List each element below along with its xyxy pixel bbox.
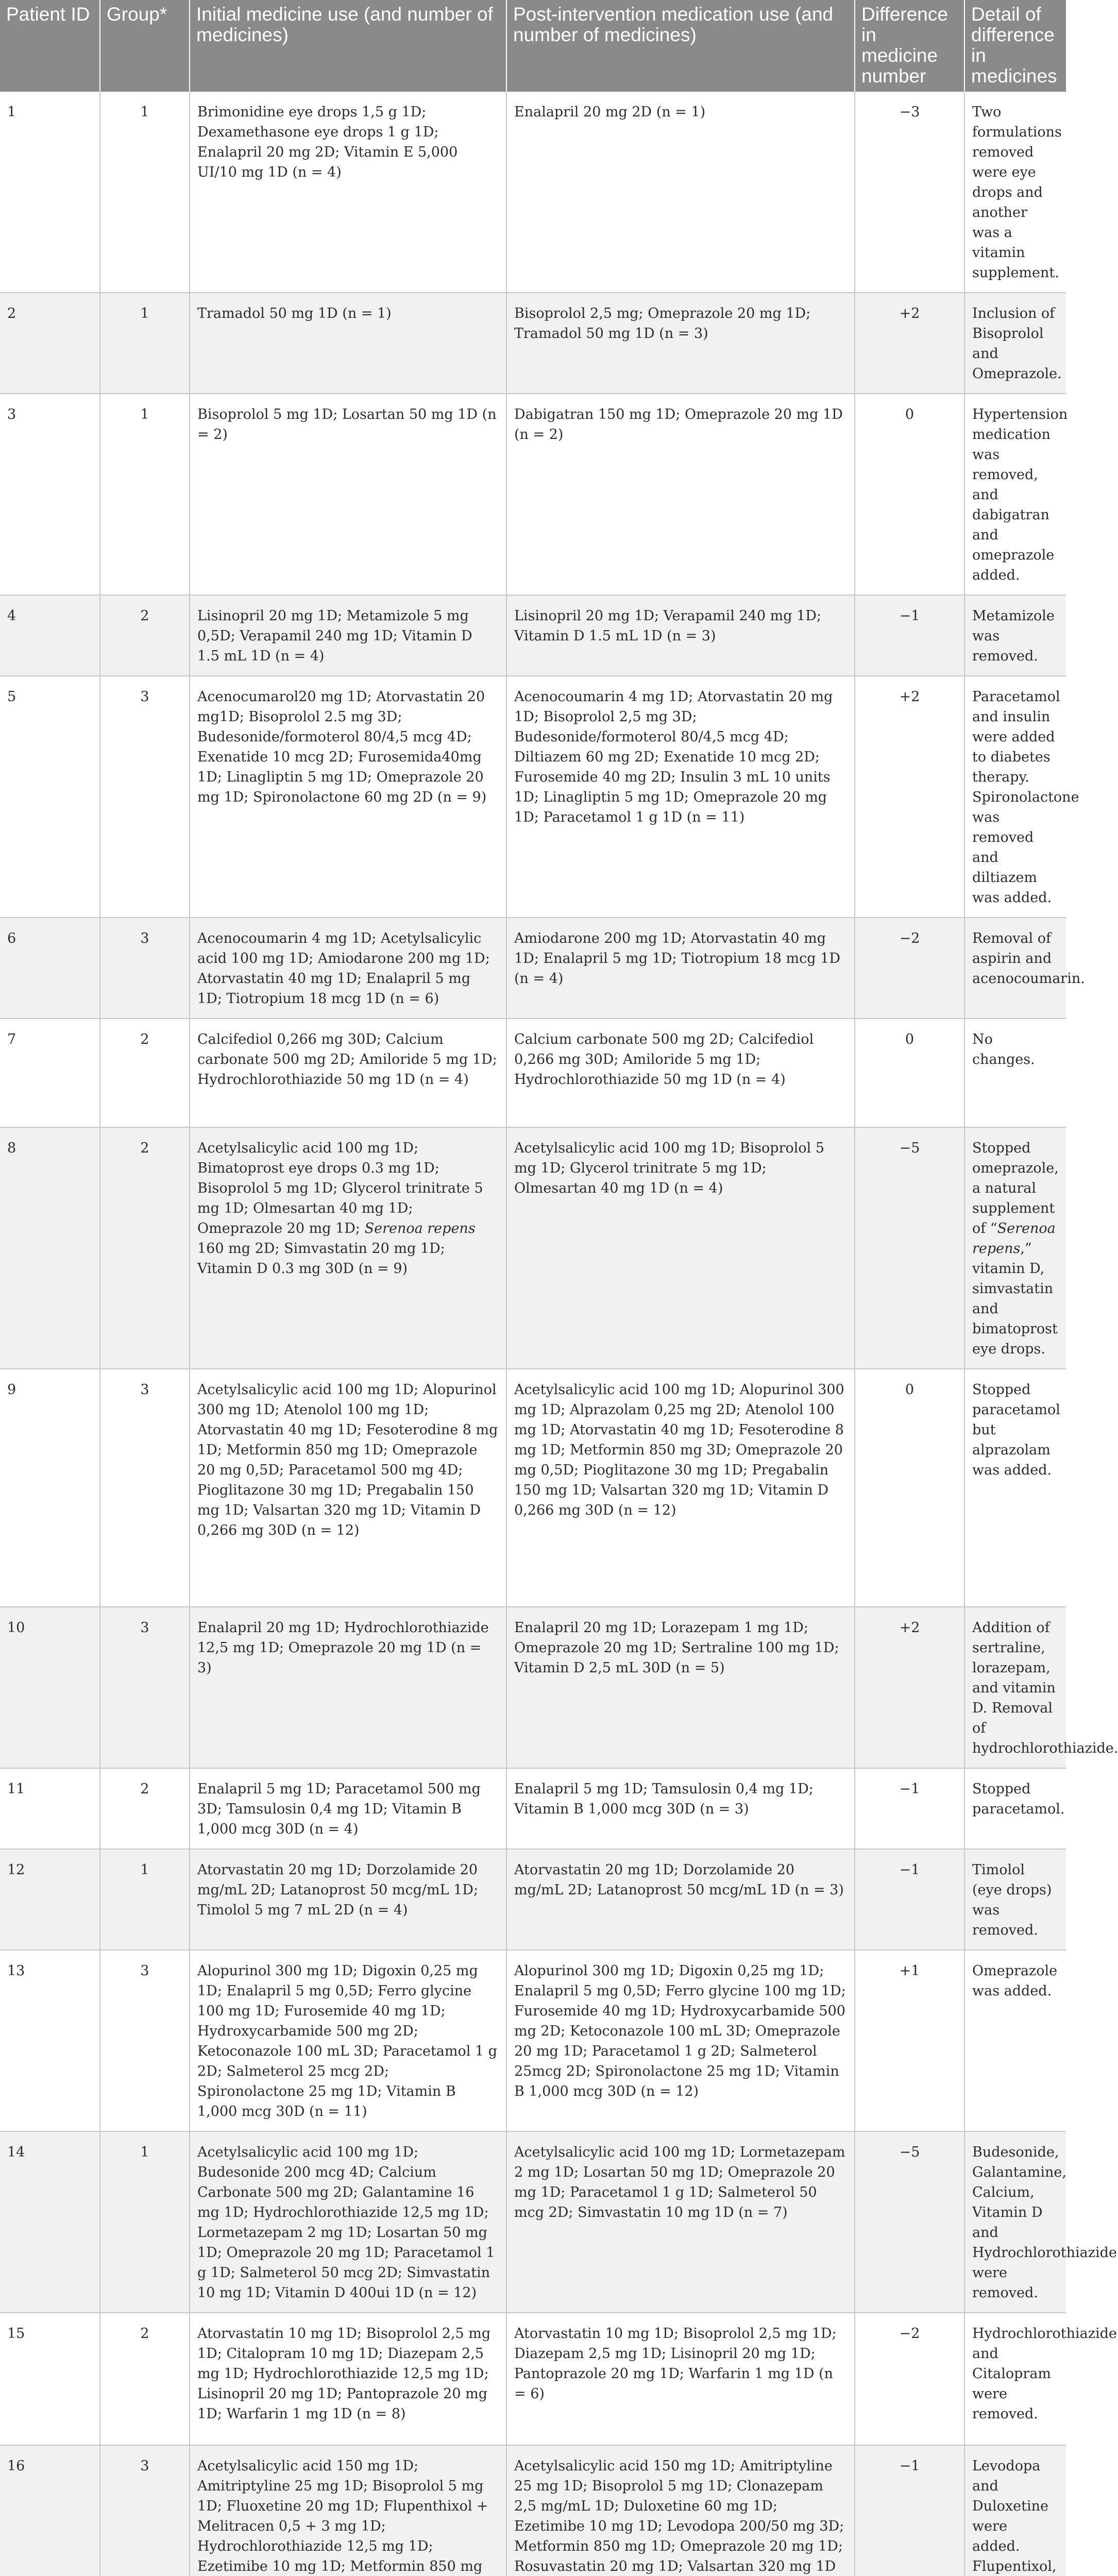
detail-cell: Timolol (eye drops) was removed.	[964, 1849, 1066, 1950]
group-cell: 2	[100, 2313, 190, 2445]
group-cell: 3	[100, 1369, 190, 1607]
group-cell: 1	[100, 394, 190, 595]
header-group: Group*	[100, 0, 190, 92]
group-cell: 1	[100, 92, 190, 293]
difference-cell: 0	[855, 1019, 964, 1127]
difference-cell: −3	[855, 92, 964, 293]
initial-medicine-cell-text-end: 160 mg 2D; Simvastatin 20 mg 1D; Vitamin D 0.3 mg 30D (n = 9)	[197, 1241, 445, 1277]
table-header	[0, 0, 1066, 92]
table-row	[0, 1849, 1066, 1950]
post-intervention-cell: Acetylsalicylic acid 100 mg 1D; Bisoprolol 5 mg 1D; Glycerol trinitrate 5 mg 1D; Olmesartan 40 mg 1D (n = 4)	[506, 1127, 855, 1369]
table-row	[0, 293, 1066, 394]
initial-medicine-cell: Lisinopril 20 mg 1D; Metamizole 5 mg 0,5D; Verapamil 240 mg 1D; Vitamin D 1.5 mL 1D (n = 4)	[190, 595, 506, 676]
patient-id-cell: 1	[0, 92, 100, 293]
initial-medicine-cell: Alopurinol 300 mg 1D; Digoxin 0,25 mg 1D; Enalapril 5 mg 0,5D; Ferro glycine 100 mg 1D; Furosemide 40 mg 1D; Hydroxycarbamide 500 mg 2D; Ketoconazole 100 mL 3D; Paracetamol 1 g 2D; Salmeterol 25 mcg 2D; Spironolactone 25 mg 1D; Vitamin B 1,000 mcg 30D (n = 11)	[190, 1950, 506, 2131]
initial-medicine-cell: Enalapril 20 mg 1D; Hydrochlorothiazide 12,5 mg 1D; Omeprazole 20 mg 1D (n = 3)	[190, 1607, 506, 1768]
patient-id-cell: 15	[0, 2313, 100, 2445]
group-cell: 1	[100, 1849, 190, 1950]
initial-medicine-cell: Acenocoumarin 4 mg 1D; Acetylsalicylic acid 100 mg 1D; Amiodarone 200 mg 1D; Atorvastatin 40 mg 1D; Enalapril 5 mg 1D; Tiotropium 18 mcg 1D (n = 6)	[190, 918, 506, 1019]
table-row	[0, 595, 1066, 676]
difference-cell: 0	[855, 394, 964, 595]
detail-cell: Addition of sertraline, lorazepam, and vitamin D. Removal of hydrochlorothiazide.	[964, 1607, 1066, 1768]
group-cell: 3	[100, 2445, 190, 2576]
difference-cell: −1	[855, 1768, 964, 1849]
post-intervention-cell: Acetylsalicylic acid 100 mg 1D; Alopurinol 300 mg 1D; Alprazolam 0,25 mg 2D; Atenolol 100 mg 1D; Atorvastatin 40 mg 1D; Fesoterodine 8 mg 1D; Metformin 850 mg 3D; Omeprazole 20 mg 0,5D; Pioglitazone 30 mg 1D; Pregabalin 150 mg 1D; Valsartan 320 mg 1D; Vitamin D 0,266 mg 30D (n = 12)	[506, 1369, 855, 1607]
difference-cell: −1	[855, 2445, 964, 2576]
table-body	[0, 92, 1118, 2576]
post-intervention-cell: Alopurinol 300 mg 1D; Digoxin 0,25 mg 1D; Enalapril 5 mg 0,5D; Ferro glycine 100 mg 1D; Furosemide 40 mg 1D; Hydroxycarbamide 500 mg 2D; Ketoconazole 100 mL 3D; Omeprazole 20 mg 1D; Paracetamol 1 g 2D; Salmeterol 25mcg 2D; Spironolactone 25 mg 1D; Vitamin B 1,000 mcg 30D (n = 12)	[506, 1950, 855, 2131]
group-cell: 2	[100, 1019, 190, 1127]
detail-cell: Hydrochlorothiazide and Citalopram were removed.	[964, 2313, 1066, 2445]
group-cell: 3	[100, 1950, 190, 2131]
difference-cell: +2	[855, 293, 964, 394]
table-row	[0, 1768, 1066, 1849]
detail-cell-text-end: ,” vitamin D, simvastatin and bimatoprost eye drops.	[972, 1241, 1058, 1357]
patient-id-cell: 9	[0, 1369, 100, 1607]
detail-cell	[964, 1127, 1066, 1369]
initial-medicine-cell: Tramadol 50 mg 1D (n = 1)	[190, 293, 506, 394]
initial-medicine-cell: Atorvastatin 10 mg 1D; Bisoprolol 2,5 mg 1D; Citalopram 10 mg 1D; Diazepam 2,5 mg 1D; Hydrochlorothiazide 12,5 mg 1D; Lisinopril 20 mg 1D; Pantoprazole 20 mg 1D; Warfarin 1 mg 1D (n = 8)	[190, 2313, 506, 2445]
post-intervention-cell: Acetylsalicylic acid 150 mg 1D; Amitriptyline 25 mg 1D; Bisoprolol 5 mg 1D; Clonazepam 2,5 mg/mL 1D; Duloxetine 60 mg 1D; Ezetimibe 10 mg 1D; Levodopa 200/50 mg 3D; Metformin 850 mg 1D; Omeprazole 20 mg 1D; Rosuvastatin 20 mg 1D; Valsartan 320 mg 1D	[506, 2445, 855, 2576]
group-cell: 1	[100, 2131, 190, 2313]
group-cell: 3	[100, 918, 190, 1019]
detail-cell: Levodopa and Duloxetine were added. Flupentixol,	[964, 2445, 1066, 2576]
table-row	[0, 2445, 1066, 2576]
detail-cell-text: Stopped omeprazole, a natural supplement of “	[972, 1140, 1059, 1236]
initial-medicine-cell: Enalapril 5 mg 1D; Paracetamol 500 mg 3D; Tamsulosin 0,4 mg 1D; Vitamin B 1,000 mcg 30D (n = 4)	[190, 1768, 506, 1849]
detail-cell: Hypertension medication was removed, and dabigatran and omeprazole added.	[964, 394, 1066, 595]
difference-cell: +2	[855, 676, 964, 918]
detail-cell: Omeprazole was added.	[964, 1950, 1066, 2131]
post-intervention-cell: Acenocoumarin 4 mg 1D; Atorvastatin 20 mg 1D; Bisoprolol 2,5 mg 3D; Budesonide/formoterol 80/4,5 mcg 4D; Diltiazem 60 mg 2D; Exenatide 10 mcg 2D; Furosemide 40 mg 2D; Insulin 3 mL 10 units 1D; Linagliptin 5 mg 1D; Omeprazole 20 mg 1D; Paracetamol 1 g 1D (n = 11)	[506, 676, 855, 918]
table-row	[0, 92, 1066, 293]
table-row	[0, 1019, 1066, 1127]
patient-id-cell: 2	[0, 293, 100, 394]
post-intervention-cell: Enalapril 5 mg 1D; Tamsulosin 0,4 mg 1D; Vitamin B 1,000 mcg 30D (n = 3)	[506, 1768, 855, 1849]
group-cell: 2	[100, 1768, 190, 1849]
patient-id-cell: 12	[0, 1849, 100, 1950]
initial-medicine-cell: Bisoprolol 5 mg 1D; Losartan 50 mg 1D (n = 2)	[190, 394, 506, 595]
table-row	[0, 918, 1066, 1019]
table-row	[0, 1127, 1066, 1369]
difference-cell: −2	[855, 918, 964, 1019]
difference-cell: −5	[855, 2131, 964, 2313]
table-row	[0, 394, 1066, 595]
group-cell: 2	[100, 595, 190, 676]
patient-id-cell: 6	[0, 918, 100, 1019]
initial-medicine-cell-italic-text: Serenoa repens	[364, 1221, 476, 1236]
initial-medicine-cell: Calcifediol 0,266 mg 30D; Calcium carbonate 500 mg 2D; Amiloride 5 mg 1D; Hydrochlorothiazide 50 mg 1D (n = 4)	[190, 1019, 506, 1127]
group-cell: 3	[100, 1607, 190, 1768]
initial-medicine-cell: Acetylsalicylic acid 150 mg 1D; Amitriptyline 25 mg 1D; Bisoprolol 5 mg 1D; Fluoxetine 20 mg 1D; Flupenthixol + Melitracen 0,5 + 3 mg 1D; Hydrochlorothiazide 12,5 mg 1D; Ezetimibe 10 mg 1D; Metformin 850 mg	[190, 2445, 506, 2576]
group-cell: 1	[100, 293, 190, 394]
difference-cell: −2	[855, 2313, 964, 2445]
patient-id-cell: 7	[0, 1019, 100, 1127]
patient-id-cell: 8	[0, 1127, 100, 1369]
table-row	[0, 1369, 1066, 1607]
table-row	[0, 676, 1066, 918]
table-row	[0, 1950, 1066, 2131]
difference-cell: 0	[855, 1369, 964, 1607]
initial-medicine-cell	[190, 1127, 506, 1369]
detail-cell: Paracetamol and insulin were added to diabetes therapy. Spironolactone was removed and diltiazem was added.	[964, 676, 1066, 918]
difference-cell: +2	[855, 1607, 964, 1768]
patient-id-cell: 13	[0, 1950, 100, 2131]
difference-cell: −5	[855, 1127, 964, 1369]
initial-medicine-cell: Acetylsalicylic acid 100 mg 1D; Alopurinol 300 mg 1D; Atenolol 100 mg 1D; Atorvastatin 40 mg 1D; Fesoterodine 8 mg 1D; Metformin 850 mg 1D; Omeprazole 20 mg 0,5D; Paracetamol 500 mg 4D; Pioglitazone 30 mg 1D; Pregabalin 150 mg 1D; Valsartan 320 mg 1D; Vitamin D 0,266 mg 30D (n = 12)	[190, 1369, 506, 1607]
post-intervention-cell: Calcium carbonate 500 mg 2D; Calcifediol 0,266 mg 30D; Amiloride 5 mg 1D; Hydrochlorothiazide 50 mg 1D (n = 4)	[506, 1019, 855, 1127]
patient-id-cell: 16	[0, 2445, 100, 2576]
post-intervention-cell: Lisinopril 20 mg 1D; Verapamil 240 mg 1D; Vitamin D 1.5 mL 1D (n = 3)	[506, 595, 855, 676]
detail-cell-italic-text: Serenoa repens	[972, 1221, 1056, 1257]
header-patient-id: Patient ID	[0, 0, 100, 92]
table-row	[0, 2313, 1066, 2445]
patient-id-cell: 3	[0, 394, 100, 595]
difference-cell: +1	[855, 1950, 964, 2131]
detail-cell: No changes.	[964, 1019, 1066, 1127]
difference-cell: −1	[855, 1849, 964, 1950]
detail-cell: Two formulations removed were eye drops and another was a vitamin supplement.	[964, 92, 1066, 293]
post-intervention-cell: Atorvastatin 10 mg 1D; Bisoprolol 2,5 mg 1D; Diazepam 2,5 mg 1D; Lisinopril 20 mg 1D; Pantoprazole 20 mg 1D; Warfarin 1 mg 1D (n = 6)	[506, 2313, 855, 2445]
initial-medicine-cell: Acenocumarol20 mg 1D; Atorvastatin 20 mg1D; Bisoprolol 2.5 mg 3D; Budesonide/formoterol 80/4,5 mcg 4D; Exenatide 10 mcg 2D; Furosemida40mg 1D; Linagliptin 5 mg 1D; Omeprazole 20 mg 1D; Spironolactone 60 mg 2D (n = 9)	[190, 676, 506, 918]
initial-medicine-cell: Atorvastatin 20 mg 1D; Dorzolamide 20 mg/mL 2D; Latanoprost 50 mcg/mL 1D; Timolol 5 mg 7 mL 2D (n = 4)	[190, 1849, 506, 1950]
detail-cell: Metamizole was removed.	[964, 595, 1066, 676]
post-intervention-cell: Dabigatran 150 mg 1D; Omeprazole 20 mg 1D (n = 2)	[506, 394, 855, 595]
patient-id-cell: 14	[0, 2131, 100, 2313]
initial-medicine-cell-text: Acetylsalicylic acid 100 mg 1D; Bimatoprost eye drops 0.3 mg 1D; Bisoprolol 5 mg 1D; Glycerol trinitrate 5 mg 1D; Olmesartan 40 mg 1D; Omeprazole 20 mg 1D;	[197, 1140, 483, 1236]
table-row	[0, 1607, 1066, 1768]
detail-cell: Stopped paracetamol.	[964, 1768, 1066, 1849]
group-cell: 3	[100, 676, 190, 918]
post-intervention-cell: Amiodarone 200 mg 1D; Atorvastatin 40 mg 1D; Enalapril 5 mg 1D; Tiotropium 18 mcg 1D (n = 4)	[506, 918, 855, 1019]
post-intervention-cell: Acetylsalicylic acid 100 mg 1D; Lormetazepam 2 mg 1D; Losartan 50 mg 1D; Omeprazole 20 mg 1D; Paracetamol 1 g 1D; Salmeterol 50 mcg 2D; Simvastatin 10 mg 1D (n = 7)	[506, 2131, 855, 2313]
detail-cell: Inclusion of Bisoprolol and Omeprazole.	[964, 293, 1066, 394]
header-difference: Difference in medicine number	[855, 0, 964, 92]
patient-id-cell: 4	[0, 595, 100, 676]
patient-id-cell: 10	[0, 1607, 100, 1768]
header-initial-medicine: Initial medicine use (and number of medicines)	[190, 0, 506, 92]
detail-cell: Stopped paracetamol but alprazolam was added.	[964, 1369, 1066, 1607]
post-intervention-cell: Enalapril 20 mg 2D (n = 1)	[506, 92, 855, 293]
detail-cell: Budesonide, Galantamine, Calcium, Vitamin D and Hydrochlorothiazide were removed.	[964, 2131, 1066, 2313]
initial-medicine-cell: Acetylsalicylic acid 100 mg 1D; Budesonide 200 mcg 4D; Calcium Carbonate 500 mg 2D; Galantamine 16 mg 1D; Hydrochlorothiazide 12,5 mg 1D; Lormetazepam 2 mg 1D; Losartan 50 mg 1D; Omeprazole 20 mg 1D; Paracetamol 1 g 1D; Salmeterol 50 mcg 2D; Simvastatin 10 mg 1D; Vitamin D 400ui 1D (n = 12)	[190, 2131, 506, 2313]
post-intervention-cell: Bisoprolol 2,5 mg; Omeprazole 20 mg 1D; Tramadol 50 mg 1D (n = 3)	[506, 293, 855, 394]
header-detail: Detail of difference in medicines	[964, 0, 1066, 92]
patient-id-cell: 11	[0, 1768, 100, 1849]
group-cell: 2	[100, 1127, 190, 1369]
patient-id-cell: 5	[0, 676, 100, 918]
post-intervention-cell: Enalapril 20 mg 1D; Lorazepam 1 mg 1D; Omeprazole 20 mg 1D; Sertraline 100 mg 1D; Vitamin D 2,5 mL 30D (n = 5)	[506, 1607, 855, 1768]
detail-cell: Removal of aspirin and acenocoumarin.	[964, 918, 1066, 1019]
table-row	[0, 2131, 1066, 2313]
post-intervention-cell: Atorvastatin 20 mg 1D; Dorzolamide 20 mg/mL 2D; Latanoprost 50 mcg/mL 1D (n = 3)	[506, 1849, 855, 1950]
difference-cell: −1	[855, 595, 964, 676]
header-post-intervention: Post-intervention medication use (and number of medicines)	[506, 0, 855, 92]
header-row	[0, 0, 1066, 92]
initial-medicine-cell: Brimonidine eye drops 1,5 g 1D; Dexamethasone eye drops 1 g 1D; Enalapril 20 mg 2D; Vitamin E 5,000 UI/10 mg 1D (n = 4)	[190, 92, 506, 293]
